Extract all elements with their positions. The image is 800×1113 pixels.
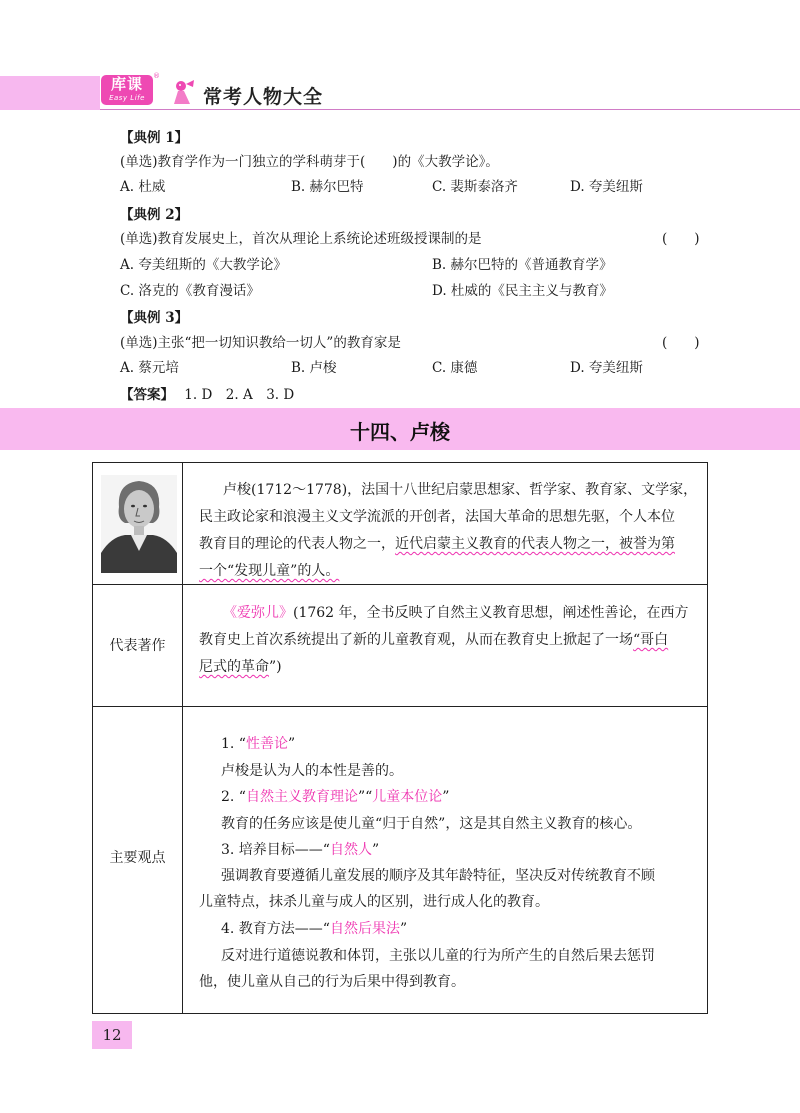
example-1-option-a: A. 杜威	[120, 179, 166, 195]
section-title: 十四、卢梭	[350, 420, 450, 444]
example-3-answer-blank: ( )	[662, 335, 700, 351]
bio-line-4-highlight: 一个“发现儿童”的人。	[199, 563, 340, 579]
example-3-option-a: A. 蔡元培	[120, 360, 179, 376]
rousseau-table	[92, 462, 708, 1014]
example-3-question: (单选)主张“把一切知识教给一切人”的教育家是	[120, 335, 401, 351]
bio-line-3-highlight: 近代启蒙主义教育的代表人物之一，被誉为第	[395, 536, 675, 552]
example-2-option-b: B. 赫尔巴特的《普通教育学》	[432, 257, 613, 273]
bio-line-4	[199, 560, 339, 580]
example-1-question: (单选)教育学作为一门独立的学科萌芽于( )的《大教学论》。	[120, 154, 499, 170]
example-1-option-d: D. 夸美纽斯	[570, 179, 643, 195]
answer-text: 1. D 2. A 3. D	[184, 387, 295, 403]
example-3-option-c: C. 康德	[432, 360, 478, 376]
mascot-icon	[168, 78, 198, 106]
bio-line-3-plain: 教育目的理论的代表人物之一，	[199, 536, 395, 552]
example-3-label: 【典例 3】	[120, 310, 189, 326]
bio-line-3	[199, 533, 675, 553]
view-2-keyword-1: 自然主义教育理论	[245, 789, 358, 805]
view-3-keyword: 自然人	[329, 842, 372, 858]
brand-logo	[101, 75, 153, 105]
works-line-3	[199, 656, 282, 676]
view-2-body: 教育的任务应该是使儿童“归于自然”，这是其自然主义教育的核心。	[221, 816, 642, 832]
view-4-keyword: 自然后果法	[329, 921, 400, 937]
view-2-suffix: ”	[442, 789, 450, 805]
example-2-option-a: A. 夸美纽斯的《大教学论》	[120, 257, 287, 273]
works-line-1	[223, 602, 689, 622]
page-number: 12	[92, 1021, 132, 1049]
example-2-label: 【典例 2】	[120, 207, 189, 223]
view-3-heading	[221, 839, 379, 859]
example-2-option-c: C. 洛克的《教育漫话》	[120, 283, 260, 299]
works-line-2-plain: 教育史上首次系统提出了新的儿童教育观，从而在教育史上掀起了一场	[199, 632, 633, 648]
works-line-2	[199, 629, 668, 649]
works-book-title: 《爱弥儿》	[223, 605, 293, 621]
rousseau-portrait	[101, 475, 177, 573]
logo-subtext: Easy Life	[109, 94, 145, 102]
answer-label: 【答案】	[120, 387, 174, 403]
view-1-suffix: ”	[287, 736, 296, 752]
view-2-prefix: 2. “	[221, 789, 246, 805]
example-1-option-c: C. 裴斯泰洛齐	[432, 179, 518, 195]
view-4-prefix: 4. 教育方法——“	[221, 921, 330, 937]
example-2-option-d: D. 杜威的《民主主义与教育》	[432, 283, 613, 299]
book-title: 常考人物大全	[203, 86, 324, 108]
table-row-divider-1	[93, 584, 707, 585]
works-line-1-rest: (1762 年，全书反映了自然主义教育思想，阐述性善论，在西方	[293, 605, 689, 621]
answer-row	[120, 383, 294, 403]
view-2-middle: ”“	[357, 789, 373, 805]
bio-line-1: 卢梭(1712～1778)，法国十八世纪启蒙思想家、哲学家、教育家、文学家，	[223, 482, 698, 498]
works-line-3-highlight: 尼式的革命	[199, 659, 269, 675]
example-3-option-d: D. 夸美纽斯	[570, 360, 643, 376]
view-2-heading	[221, 786, 449, 806]
view-2-keyword-2: 儿童本位论	[372, 789, 443, 805]
section-banner	[0, 408, 800, 450]
example-3-option-b: B. 卢梭	[291, 360, 337, 376]
works-label: 代表著作	[109, 638, 166, 654]
view-4-body-1: 反对进行道德说教和体罚，主张以儿童的行为所产生的自然后果去惩罚	[221, 948, 655, 964]
view-3-suffix: ”	[371, 842, 380, 858]
view-1-body: 卢梭是认为人的本性是善的。	[221, 763, 403, 779]
logo-text: 库课	[110, 75, 143, 93]
view-3-body-1: 强调教育要遵循儿童发展的顺序及其年龄特征，坚决反对传统教育不顾	[221, 868, 655, 884]
bio-line-2: 民主政论家和浪漫主义文学流派的开创者，法国大革命的思想先驱，个人本位	[199, 509, 675, 525]
table-column-divider	[182, 463, 183, 1014]
view-1-prefix: 1. “	[221, 736, 246, 752]
example-2-question: (单选)教育发展史上，首次从理论上系统论述班级授课制的是	[120, 231, 482, 247]
example-2-answer-blank: ( )	[662, 231, 700, 247]
header-rule	[100, 109, 800, 110]
view-4-heading	[221, 918, 407, 938]
view-4-suffix: ”	[399, 921, 408, 937]
example-1-option-b: B. 赫尔巴特	[291, 179, 364, 195]
table-row-divider-2	[93, 706, 707, 707]
works-line-3-end: ”)	[269, 659, 282, 675]
header-pink-block	[0, 76, 100, 110]
works-line-2-highlight: “哥白	[633, 632, 669, 648]
view-4-body-2: 他，使儿童从自己的行为后果中得到教育。	[199, 974, 465, 990]
registered-mark: ®	[153, 72, 160, 80]
view-3-body-2: 儿童特点，抹杀儿童与成人的区别，进行成人化的教育。	[199, 894, 549, 910]
view-3-prefix: 3. 培养目标——“	[221, 842, 330, 858]
views-label: 主要观点	[109, 850, 166, 866]
view-1-keyword: 性善论	[245, 736, 288, 752]
example-1-label: 【典例 1】	[120, 130, 189, 146]
view-1-heading	[221, 733, 295, 753]
